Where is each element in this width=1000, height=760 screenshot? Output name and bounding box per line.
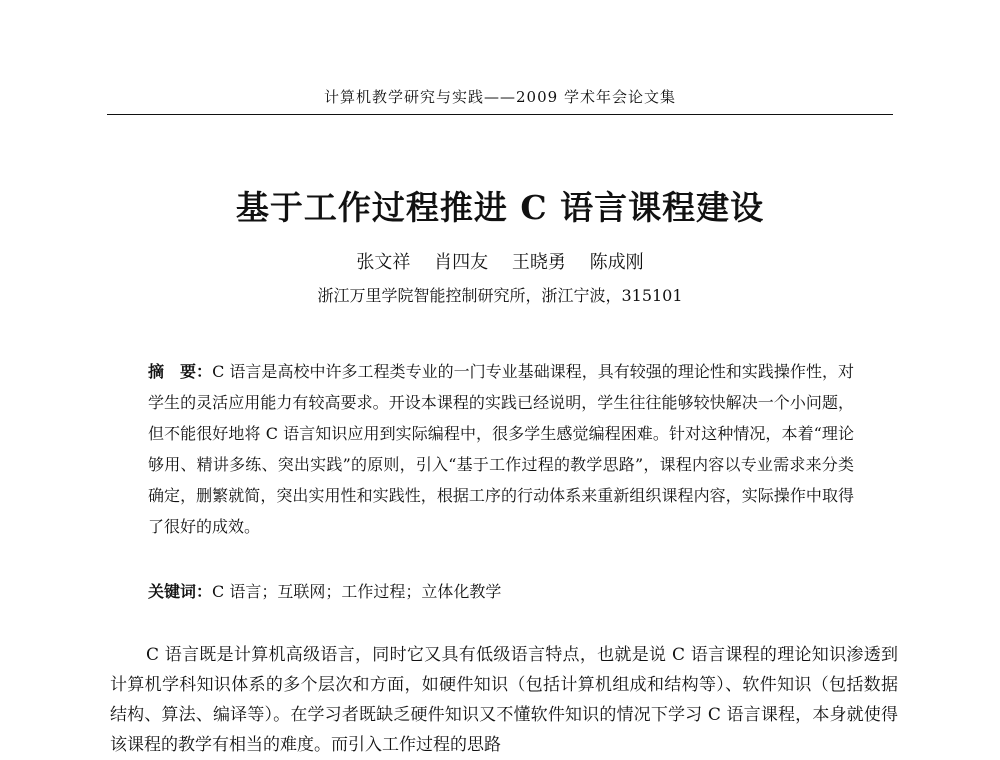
keywords [148,578,854,606]
paper-title: 基于工作过程推进 C 语言课程建设 [235,188,765,227]
body-paragraph: C 语言既是计算机高级语言，同时它又具有低级语言特点，也就是说 C 语言课程的理论知识渗透到计算机学科知识体系的多个层次和方面，如硬件知识（包括计算机组成和结构等）、软件知识（包括数据结构、算法、编译等）。在学习者既缺乏硬件知识又不懂软件知识的情况下学习 C 语言课程，本身就使得该课程的教学有相当的难度。而引入工作过程的思路 [110,645,898,755]
running-head: 计算机教学研究与实践——2009 学术年会论文集 [324,88,676,106]
paper-authors: 张文祥 肖四友 王晓勇 陈成刚 [356,252,644,273]
keywords-text: C 语言；互联网；工作过程；立体化教学 [212,582,502,601]
abstract-label: 摘 要： [148,362,213,381]
abstract-text: C 语言是高校中许多工程类专业的一门专业基础课程，具有较强的理论性和实践操作性，对学生的灵活应用能力有较高要求。开设本课程的实践已经说明，学生往往能够较快解决一个小问题，但不能很好地将 C 语言知识应用到实际编程中，很多学生感觉编程困难。针对这种情况，本着“理论够用、精讲多练、突出实践”的原则，引入“基于工作过程的教学思路”，课程内容以专业需求来分类确定，删繁就简，突出实用性和实践性，根据工序的行动体系来重新组织课程内容，实际操作中取得了很好的成效。 [148,362,854,536]
keywords-label: 关键词： [148,582,213,601]
header-rule [107,114,893,115]
paper-affiliation: 浙江万里学院智能控制研究所，浙江宁波，315101 [317,286,683,305]
abstract [148,356,854,542]
